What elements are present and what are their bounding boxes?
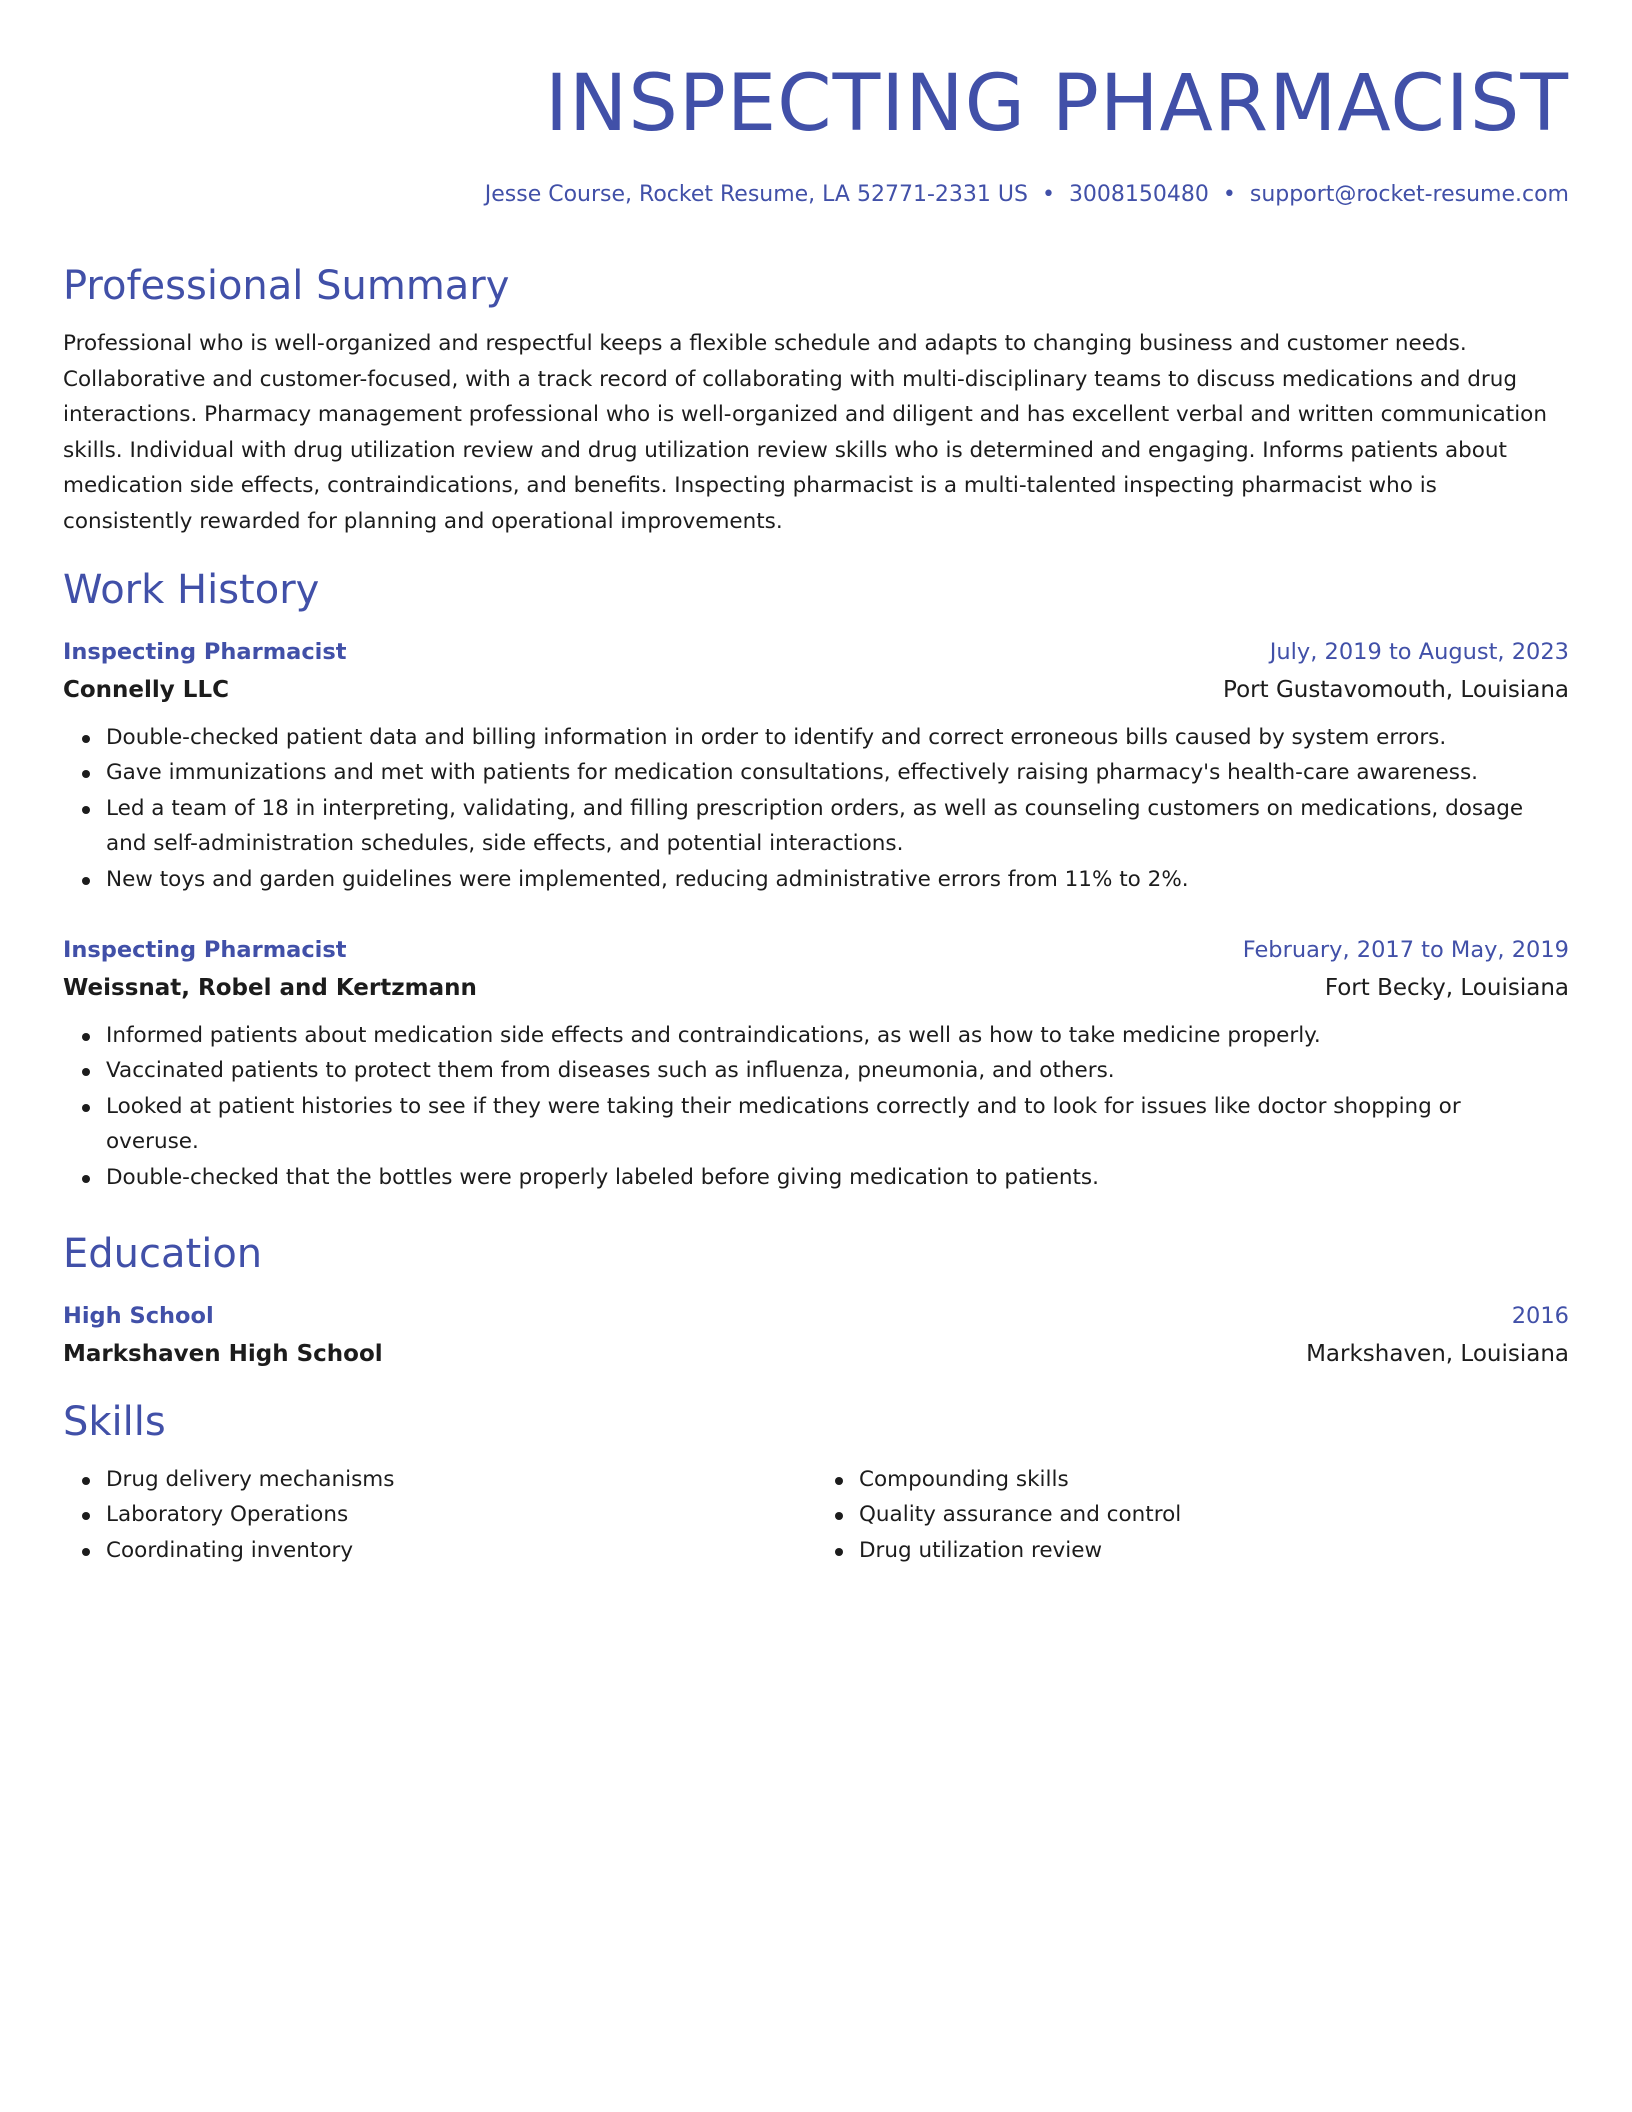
list-item: Drug delivery mechanisms [106,1462,816,1498]
skills-section [63,1396,1569,1569]
job-company: Weissnat, Robel and Kertzmann [63,974,477,1001]
list-item: Led a team of 18 in interpreting, validating, and filling prescription orders, as well as counseling customers on medications, dosage and self-administration schedules, side effects, and potential interactions. [106,791,1569,862]
education-header-row [63,1300,1569,1332]
job-role: Inspecting Pharmacist [63,638,347,665]
job-entry [63,934,1569,1196]
job-role: Inspecting Pharmacist [63,936,347,963]
skills-heading: Skills [63,1398,166,1445]
list-item: Gave immunizations and met with patients for medication consultations, effectively raising pharmacy's health-care awareness. [106,755,1569,791]
job-company: Connelly LLC [63,676,229,703]
education-school-row [63,1338,1569,1370]
list-item: Double-checked patient data and billing information in order to identify and correct erroneous bills caused by system errors. [106,720,1569,756]
job-title: INSPECTING PHARMACIST [544,59,1569,149]
contact-address: Jesse Course, Rocket Resume, LA 52771-2331 US [484,182,1028,207]
skills-grid [63,1462,1569,1569]
education-degree: High School [63,1302,214,1329]
job-bullets [63,1018,1569,1196]
contact-email: support@rocket-resume.com [1249,182,1569,207]
list-item: Compounding skills [859,1462,1569,1498]
job-bullets [63,720,1569,898]
job-location: Fort Becky, Louisiana [1324,974,1569,1001]
job-location: Port Gustavomouth, Louisiana [1223,676,1569,703]
list-item: New toys and garden guidelines were implemented, reducing administrative errors from 11% to 2%. [106,862,1569,898]
contact-line [63,180,1569,210]
job-dates: July, 2019 to August, 2023 [1269,638,1569,665]
skills-list-left [63,1462,816,1569]
list-item: Quality assurance and control [859,1497,1569,1533]
resume-header [63,52,1569,210]
summary-heading: Professional Summary [63,263,510,309]
list-item: Vaccinated patients to protect them from diseases such as influenza, pneumonia, and others. [106,1053,1569,1089]
job-header-row [63,934,1569,966]
work-history-section [63,564,1569,1196]
education-heading: Education [63,1230,263,1277]
list-item: Looked at patient histories to see if they were taking their medications correctly and to look for issues like doctor shopping or overuse. [106,1089,1569,1160]
education-entry [63,1300,1569,1370]
list-item: Double-checked that the bottles were properly labeled before giving medication to patients. [106,1160,1569,1196]
list-item: Laboratory Operations [106,1497,816,1533]
professional-summary-section [63,260,1569,540]
list-item: Informed patients about medication side effects and contraindications, as well as how to take medicine properly. [106,1018,1569,1054]
education-year: 2016 [1511,1302,1569,1329]
education-location: Markshaven, Louisiana [1306,1340,1569,1367]
education-school: Markshaven High School [63,1340,383,1367]
contact-phone: 3008150480 [1068,182,1209,207]
job-entry [63,636,1569,898]
list-item: Coordinating inventory [106,1533,816,1569]
skills-list-right [816,1462,1569,1569]
summary-text: Professional who is well-organized and respectful keeps a flexible schedule and adapts to changing business and customer needs. Collaborative and customer-focused, with a track record of collaborating with multi-disciplinary teams to discuss medications and drug interactions. Pharmacy management professional who is well-organized and diligent and has excellent verbal and written communication skills. Individual with drug utilization review and drug utilization review skills who is determined and engaging. Informs patients about medication side effects, contraindications, and benefits. Inspecting pharmacist is a multi-talented inspecting pharmacist who is consistently rewarded for planning and operational improvements. [63,331,1547,534]
list-item: Drug utilization review [859,1533,1569,1569]
job-company-row [63,674,1569,706]
contact-separator: • [1041,182,1055,207]
job-dates: February, 2017 to May, 2019 [1242,936,1569,963]
job-header-row [63,636,1569,668]
work-history-heading: Work History [63,566,320,613]
contact-separator: • [1222,182,1236,207]
job-company-row [63,972,1569,1004]
education-section [63,1228,1569,1370]
